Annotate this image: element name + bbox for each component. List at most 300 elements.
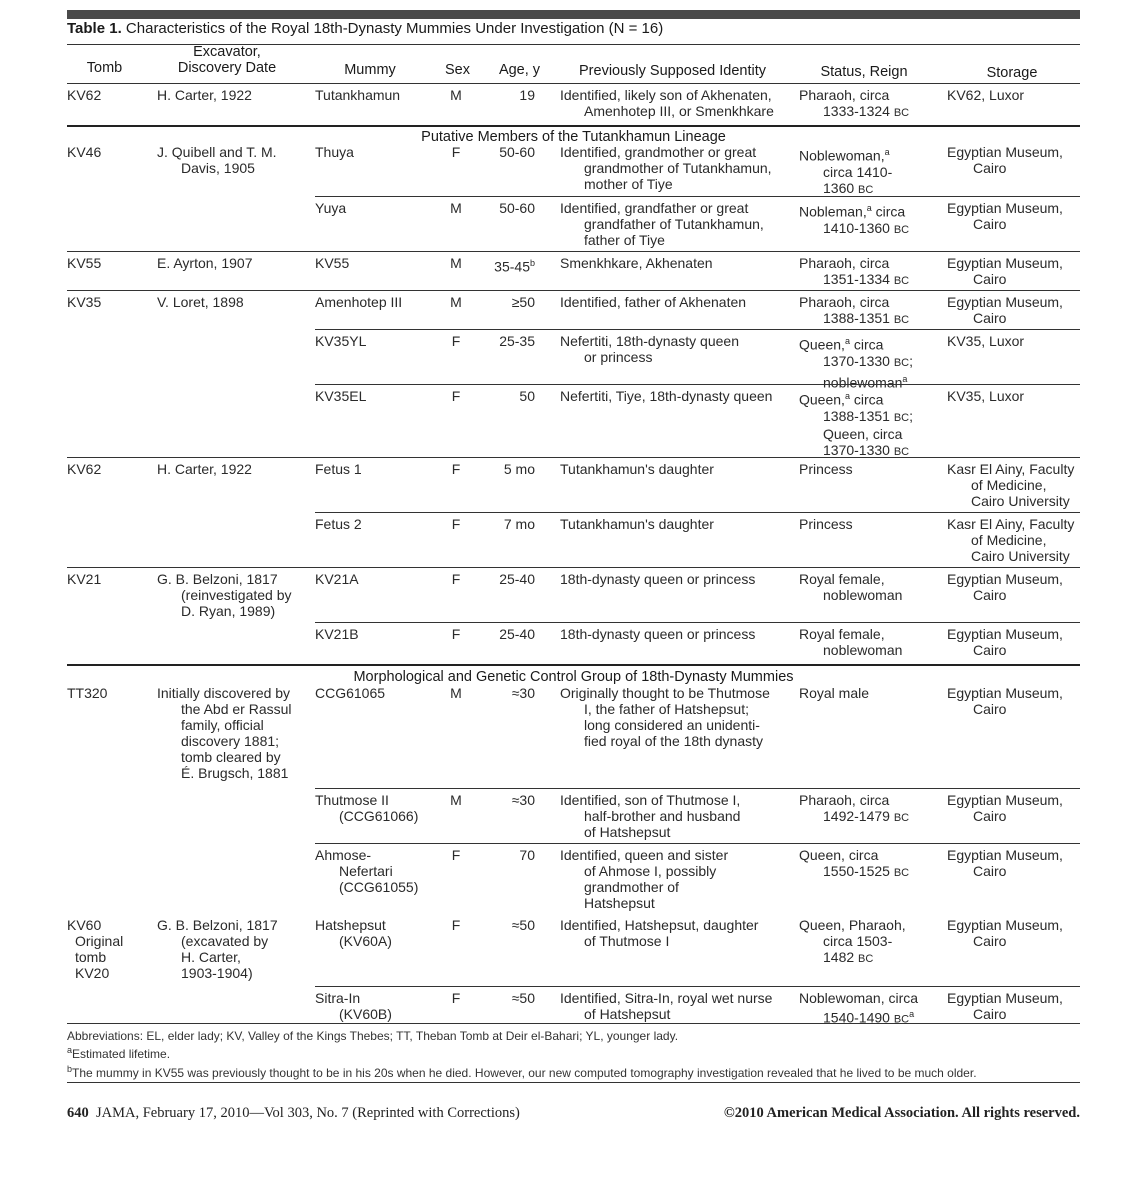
cell-identity-line: mother of Tiye: [584, 176, 673, 192]
cell-mummy-line: CCG61065: [315, 685, 386, 701]
cell-mummy: [315, 990, 430, 1022]
cell-age: [487, 200, 535, 216]
table-label: Table 1.: [67, 20, 122, 37]
cell-age-line: 50-60: [499, 200, 535, 216]
cell-age: [487, 87, 535, 103]
cell-storage-line: Cairo University: [971, 493, 1070, 509]
cell-storage-line: Egyptian Museum,: [947, 200, 1063, 216]
cell-status-line: Pharaoh, circa: [799, 792, 890, 808]
col-header-excavator: [147, 44, 307, 76]
cell-sex-line: F: [451, 626, 461, 642]
cell-storage: [947, 847, 1079, 879]
cell-status-line: Royal female,: [799, 571, 885, 587]
cell-excavator: [157, 144, 307, 176]
cell-identity: [560, 461, 785, 477]
cell-storage-line: Egyptian Museum,: [947, 917, 1063, 933]
cell-identity: [560, 571, 785, 587]
cell-storage-line: Egyptian Museum,: [947, 847, 1063, 863]
cell-mummy-line: Nefertari: [339, 863, 393, 879]
cell-identity: [560, 626, 785, 642]
cell-excavator-line: É. Brugsch, 1881: [181, 765, 289, 781]
cell-status: [799, 144, 939, 198]
cell-status-line: 1370-1330 BC: [823, 441, 910, 458]
cell-sex: [435, 461, 477, 477]
cell-sex: [435, 685, 477, 701]
cell-sex: [435, 255, 477, 271]
cell-storage-line: Egyptian Museum,: [947, 255, 1063, 271]
cell-storage-line: Cairo: [973, 863, 1007, 879]
cell-mummy-line: (KV60B): [339, 1006, 392, 1022]
cell-identity-line: fied royal of the 18th dynasty: [584, 733, 763, 749]
cell-excavator-line: Initially discovered by: [157, 685, 291, 701]
cell-identity: [560, 333, 785, 365]
cell-mummy-line: Sitra-In: [315, 990, 361, 1006]
subheader-control: Morphological and Genetic Control Group of 18th-Dynasty Mummies: [353, 669, 794, 685]
cell-tomb-line: KV60: [67, 917, 102, 933]
cell-storage-line: Egyptian Museum,: [947, 685, 1063, 701]
cell-mummy-line: Thuya: [315, 144, 354, 160]
cell-mummy: [315, 461, 430, 477]
table-notes: [67, 1029, 977, 1080]
cell-excavator-line: H. Carter, 1922: [157, 87, 252, 103]
cell-status: [799, 333, 939, 390]
cell-tomb-line: KV46: [67, 144, 102, 160]
cell-status-line: 1550-1525 BC: [823, 863, 910, 879]
cell-mummy-line: KV21A: [315, 571, 359, 587]
cell-mummy: [315, 571, 430, 587]
cell-identity-line: long considered an unidenti-: [584, 717, 760, 733]
cell-age-line: 50: [519, 388, 535, 404]
cell-status-line: Pharaoh, circa: [799, 294, 890, 310]
cell-age-line: 7 mo: [503, 516, 535, 532]
cell-status: [799, 200, 939, 238]
cell-tomb-line: KV20: [75, 965, 110, 981]
cell-status: [799, 847, 939, 881]
cell-identity-line: of Hatshepsut: [584, 1006, 671, 1022]
cell-storage-line: Egyptian Museum,: [947, 990, 1063, 1006]
rule-section-lineage: [67, 125, 1080, 127]
cell-status-line: 1333-1324 BC: [823, 103, 910, 119]
col-header-status: Status, Reign: [820, 64, 908, 80]
cell-storage-line: Egyptian Museum,: [947, 571, 1063, 587]
cell-storage-line: Cairo: [973, 701, 1007, 717]
cell-mummy: [315, 255, 430, 271]
cell-age: [487, 990, 535, 1006]
cell-mummy-line: (CCG61055): [339, 879, 419, 895]
note-b: $^b$The mummy in KV55 was previously thought to be in his 20s when he died. However, our new computed tomography investigation revealed that he lived to be much older.: [67, 1064, 977, 1080]
col-header-identity: Previously Supposed Identity: [579, 63, 766, 79]
cell-mummy-line: Fetus 1: [315, 461, 362, 477]
cell-mummy-line: (KV60A): [339, 933, 392, 949]
cell-sex-line: M: [450, 294, 462, 310]
cell-mummy: [315, 294, 430, 310]
cell-sex-line: M: [450, 255, 462, 271]
cell-sex: [435, 626, 477, 642]
cell-age: [487, 571, 535, 587]
cell-identity-line: Nefertiti, Tiye, 18th-dynasty queen: [560, 388, 773, 404]
cell-age-line: ≈30: [511, 685, 535, 701]
cell-identity: [560, 388, 785, 404]
cell-tomb-line: KV62: [67, 87, 102, 103]
cell-status-line: Queen,$^a$ circa: [799, 391, 884, 408]
cell-storage: [947, 990, 1079, 1022]
cell-tomb-line: KV62: [67, 461, 102, 477]
cell-identity: [560, 87, 785, 119]
cell-excavator: [157, 294, 307, 310]
cell-identity-line: 18th-dynasty queen or princess: [560, 571, 756, 587]
cell-identity-line: half-brother and husband: [584, 808, 741, 824]
cell-excavator-line: Davis, 1905: [181, 160, 255, 176]
cell-sex: [435, 571, 477, 587]
cell-status-line: 1370-1330 BC;: [823, 352, 914, 369]
cell-age: [487, 685, 535, 701]
cell-excavator-line: G. B. Belzoni, 1817: [157, 917, 278, 933]
cell-identity-line: of Ahmose I, possibly: [584, 863, 717, 879]
row-rule: [315, 622, 1080, 623]
cell-status-line: Princess: [799, 516, 853, 532]
cell-identity-line: Identified, grandfather or great: [560, 200, 749, 216]
cell-status-line: Pharaoh, circa: [799, 87, 890, 103]
page-number: 640: [67, 1105, 89, 1121]
rule-section-control: [67, 664, 1080, 666]
table-caption: Characteristics of the Royal 18th-Dynasty Mummies Under Investigation (N = 16): [125, 20, 664, 37]
cell-tomb: [67, 685, 145, 701]
cell-storage-line: Cairo: [973, 933, 1007, 949]
cell-tomb-line: Original: [75, 933, 124, 949]
cell-identity-line: of Hatshepsut: [584, 824, 671, 840]
cell-identity-line: Hatshepsut: [584, 895, 655, 911]
cell-mummy-line: KV35EL: [315, 388, 367, 404]
cell-sex-line: M: [450, 792, 462, 808]
cell-sex-line: F: [451, 333, 461, 349]
cell-storage: [947, 461, 1079, 509]
cell-identity-line: Nefertiti, 18th-dynasty queen: [560, 333, 739, 349]
cell-status-line: 1410-1360 BC: [823, 219, 910, 236]
cell-excavator-line: family, official: [181, 717, 264, 733]
cell-mummy: [315, 200, 430, 216]
cell-sex-line: F: [451, 461, 461, 477]
rule-header: [67, 83, 1080, 84]
cell-status-line: Pharaoh, circa: [799, 255, 890, 271]
cell-excavator-line: discovery 1881;: [181, 733, 280, 749]
subheader-lineage: Putative Members of the Tutankhamun Lineage: [421, 129, 726, 145]
cell-storage-line: Cairo: [973, 587, 1007, 603]
cell-status-line: 1351-1334 BC: [823, 271, 910, 287]
cell-mummy-line: Tutankhamun: [315, 87, 401, 103]
cell-status-line: 1388-1351 BC: [823, 310, 910, 326]
cell-excavator-line: tomb cleared by: [181, 749, 281, 765]
cell-age-line: 70: [519, 847, 535, 863]
cell-status-line: 1492-1479 BC: [823, 808, 910, 824]
cell-tomb-line: KV55: [67, 255, 102, 271]
cell-status: [799, 571, 939, 603]
row-rule: [315, 986, 1080, 987]
cell-age: [487, 294, 535, 310]
cell-age: [487, 255, 535, 275]
cell-identity-line: grandfather of Tutankhamun,: [584, 216, 764, 232]
cell-status-line: Queen, circa: [823, 425, 903, 442]
cell-sex: [435, 144, 477, 160]
cell-status: [799, 792, 939, 826]
cell-tomb: [67, 294, 145, 310]
cell-age-line: 35-45$^b$: [494, 258, 535, 275]
col-header-sex: Sex: [445, 62, 470, 78]
col-header-tomb: Tomb: [86, 60, 123, 76]
cell-age-line: ≈50: [511, 917, 535, 933]
cell-identity-line: or princess: [584, 349, 653, 365]
cell-status-line: 1360 BC: [823, 179, 874, 196]
note-a: $^a$Estimated lifetime.: [67, 1045, 171, 1061]
cell-storage: [947, 294, 1079, 326]
cell-excavator-line: (reinvestigated by: [181, 587, 292, 603]
cell-excavator-line: V. Loret, 1898: [157, 294, 244, 310]
cell-mummy: [315, 333, 430, 349]
cell-status: [799, 990, 939, 1028]
cell-sex: [435, 990, 477, 1006]
cell-excavator-line: (excavated by: [181, 933, 269, 949]
cell-storage: [947, 792, 1079, 824]
cell-identity-line: father of Tiye: [584, 232, 665, 248]
cell-mummy-line: Amenhotep III: [315, 294, 403, 310]
cell-age: [487, 847, 535, 863]
cell-identity-line: Identified, son of Thutmose I,: [560, 792, 741, 808]
cell-status: [799, 388, 939, 460]
cell-identity: [560, 990, 785, 1022]
cell-sex: [435, 200, 477, 216]
cell-excavator: [157, 685, 307, 781]
cell-storage-line: of Medicine,: [971, 477, 1047, 493]
cell-sex-line: F: [451, 388, 461, 404]
cell-status-line: noblewoman$^a$: [823, 373, 908, 391]
table-title: [67, 20, 663, 37]
cell-status: [799, 516, 939, 532]
rule-notes-bottom: [67, 1082, 1080, 1083]
cell-status-line: Royal female,: [799, 626, 885, 642]
cell-storage: [947, 516, 1079, 564]
cell-mummy: [315, 847, 430, 895]
cell-status: [799, 685, 939, 701]
cell-mummy-line: (CCG61066): [339, 808, 419, 824]
cell-storage-line: KV35, Luxor: [947, 333, 1025, 349]
top-bar: [67, 10, 1080, 19]
cell-tomb: [67, 917, 145, 981]
cell-storage: [947, 200, 1079, 232]
cell-storage: [947, 255, 1079, 287]
cell-storage-line: Cairo: [973, 271, 1007, 287]
cell-status-line: Queen, Pharaoh,: [799, 917, 906, 933]
cell-age-line: 25-35: [499, 333, 535, 349]
cell-status-line: Noblewoman, circa: [799, 990, 919, 1006]
cell-storage-line: of Medicine,: [971, 532, 1047, 548]
cell-age-line: ≥50: [511, 294, 535, 310]
cell-identity-line: 18th-dynasty queen or princess: [560, 626, 756, 642]
cell-sex: [435, 847, 477, 863]
row-rule: [315, 843, 1080, 844]
cell-age-line: 19: [519, 87, 535, 103]
cell-identity: [560, 917, 785, 949]
cell-storage-line: Cairo: [973, 216, 1007, 232]
cell-identity-line: Identified, Sitra-In, royal wet nurse: [560, 990, 773, 1006]
cell-status-line: noblewoman: [823, 642, 903, 658]
cell-mummy: [315, 516, 430, 532]
cell-mummy: [315, 917, 430, 949]
cell-tomb: [67, 255, 145, 271]
cell-storage-line: Kasr El Ainy, Faculty: [947, 461, 1075, 477]
col-header-storage: Storage: [986, 65, 1038, 81]
cell-age-line: 50-60: [499, 144, 535, 160]
cell-identity-line: grandmother of Tutankhamun,: [584, 160, 772, 176]
cell-age: [487, 626, 535, 642]
cell-excavator-line: J. Quibell and T. M.: [157, 144, 277, 160]
cell-mummy-line: Fetus 2: [315, 516, 362, 532]
cell-status-line: Royal male: [799, 685, 870, 701]
cell-identity-line: grandmother of: [584, 879, 679, 895]
cell-sex-line: M: [450, 87, 462, 103]
cell-storage-line: Egyptian Museum,: [947, 144, 1063, 160]
footer-citation: [67, 1105, 520, 1122]
cell-identity-line: Originally thought to be Thutmose: [560, 685, 770, 701]
cell-tomb: [67, 571, 145, 587]
journal-citation: JAMA, February 17, 2010—Vol 303, No. 7 (Reprinted with Corrections): [96, 1105, 520, 1121]
cell-identity-line: Smenkhkare, Akhenaten: [560, 255, 713, 271]
cell-excavator: [157, 87, 307, 103]
cell-storage: [947, 388, 1079, 404]
cell-identity: [560, 847, 785, 911]
cell-status: [799, 294, 939, 328]
cell-excavator: [157, 917, 307, 981]
cell-identity-line: Identified, likely son of Akhenaten,: [560, 87, 772, 103]
cell-storage-line: Egyptian Museum,: [947, 626, 1063, 642]
col-header-excavator-line2: Discovery Date: [177, 60, 277, 76]
cell-identity-line: Identified, Hatshepsut, daughter: [560, 917, 759, 933]
cell-storage-line: KV35, Luxor: [947, 388, 1025, 404]
col-header-mummy: Mummy: [344, 62, 396, 78]
cell-excavator-line: H. Carter, 1922: [157, 461, 252, 477]
cell-mummy: [315, 792, 430, 824]
cell-storage-line: Cairo: [973, 642, 1007, 658]
cell-status-line: 1540-1490 $BC^a$: [823, 1009, 915, 1026]
cell-age: [487, 792, 535, 808]
row-rule: [315, 329, 1080, 330]
col-header-excavator-line1: Excavator,: [193, 44, 261, 60]
cell-tomb: [67, 87, 145, 103]
cell-identity: [560, 255, 785, 271]
cell-status-line: circa 1503-: [823, 933, 893, 949]
cell-mummy: [315, 87, 430, 103]
cell-sex: [435, 516, 477, 532]
row-rule: [67, 290, 1080, 291]
cell-storage: [947, 333, 1079, 349]
cell-tomb: [67, 144, 145, 160]
cell-age-line: ≈30: [511, 792, 535, 808]
cell-status-line: Queen,$^a$ circa: [799, 336, 884, 353]
cell-identity-line: I, the father of Hatshepsut;: [584, 701, 749, 717]
cell-storage: [947, 626, 1079, 658]
cell-status-line: Queen, circa: [799, 847, 879, 863]
note-abbreviations: Abbreviations: EL, elder lady; KV, Valley of the Kings Thebes; TT, Theban Tomb at Deir el-Bahari; YL, younger lady.: [67, 1029, 679, 1043]
cell-storage-line: Cairo: [973, 1006, 1007, 1022]
cell-tomb-line: KV35: [67, 294, 102, 310]
row-rule: [67, 251, 1080, 252]
cell-mummy-line: Yuya: [315, 200, 347, 216]
cell-status-line: noblewoman: [823, 587, 903, 603]
rule-bottom: [67, 1023, 1080, 1024]
cell-identity: [560, 792, 785, 840]
cell-excavator: [157, 571, 307, 619]
cell-sex: [435, 294, 477, 310]
cell-storage-line: Kasr El Ainy, Faculty: [947, 516, 1075, 532]
col-header-age: Age, y: [498, 62, 541, 78]
cell-age-line: ≈50: [511, 990, 535, 1006]
cell-mummy-line: KV21B: [315, 626, 359, 642]
cell-sex: [435, 87, 477, 103]
row-rule: [315, 384, 1080, 385]
cell-excavator-line: E. Ayrton, 1907: [157, 255, 253, 271]
cell-age: [487, 388, 535, 404]
cell-sex-line: F: [451, 144, 461, 160]
footer-copyright: ©2010 American Medical Association. All rights reserved.: [723, 1105, 1080, 1121]
row-rule: [315, 512, 1080, 513]
cell-mummy-line: Ahmose-: [315, 847, 372, 863]
cell-mummy: [315, 388, 430, 404]
cell-storage: [947, 87, 1079, 103]
cell-sex-line: M: [450, 685, 462, 701]
cell-storage-line: KV62, Luxor: [947, 87, 1025, 103]
cell-mummy: [315, 685, 430, 701]
cell-mummy-line: KV55: [315, 255, 350, 271]
cell-mummy-line: KV35YL: [315, 333, 367, 349]
cell-identity: [560, 294, 785, 310]
cell-sex-line: F: [451, 990, 461, 1006]
cell-status: [799, 87, 939, 121]
cell-status: [799, 917, 939, 967]
cell-storage-line: Cairo: [973, 310, 1007, 326]
cell-excavator-line: 1903-1904): [181, 965, 253, 981]
cell-excavator-line: D. Ryan, 1989): [181, 603, 276, 619]
cell-mummy-line: Thutmose II: [315, 792, 389, 808]
cell-age-line: 25-40: [499, 571, 535, 587]
cell-status-line: 1482 BC: [823, 949, 874, 965]
cell-status-line: Princess: [799, 461, 853, 477]
cell-status-line: circa 1410-: [823, 163, 893, 180]
row-rule: [67, 567, 1080, 568]
cell-age: [487, 917, 535, 933]
cell-sex-line: F: [451, 917, 461, 933]
cell-storage-line: Egyptian Museum,: [947, 294, 1063, 310]
cell-sex: [435, 388, 477, 404]
cell-storage: [947, 144, 1079, 176]
cell-sex: [435, 792, 477, 808]
cell-age: [487, 516, 535, 532]
row-rule: [67, 457, 1080, 458]
cell-excavator-line: the Abd er Rassul: [181, 701, 292, 717]
cell-excavator-line: H. Carter,: [181, 949, 241, 965]
cell-excavator: [157, 255, 307, 271]
cell-mummy-line: Hatshepsut: [315, 917, 386, 933]
cell-storage-line: Cairo University: [971, 548, 1070, 564]
cell-sex-line: M: [450, 200, 462, 216]
cell-tomb-line: KV21: [67, 571, 102, 587]
cell-tomb: [67, 461, 145, 477]
cell-age-line: 25-40: [499, 626, 535, 642]
cell-identity-line: Identified, queen and sister: [560, 847, 729, 863]
cell-identity-line: Identified, father of Akhenaten: [560, 294, 747, 310]
row-rule: [315, 788, 1080, 789]
cell-status-line: Noblewoman,$^a$: [799, 147, 890, 164]
cell-tomb-line: tomb: [75, 949, 107, 965]
cell-storage-line: Cairo: [973, 808, 1007, 824]
cell-status: [799, 626, 939, 658]
